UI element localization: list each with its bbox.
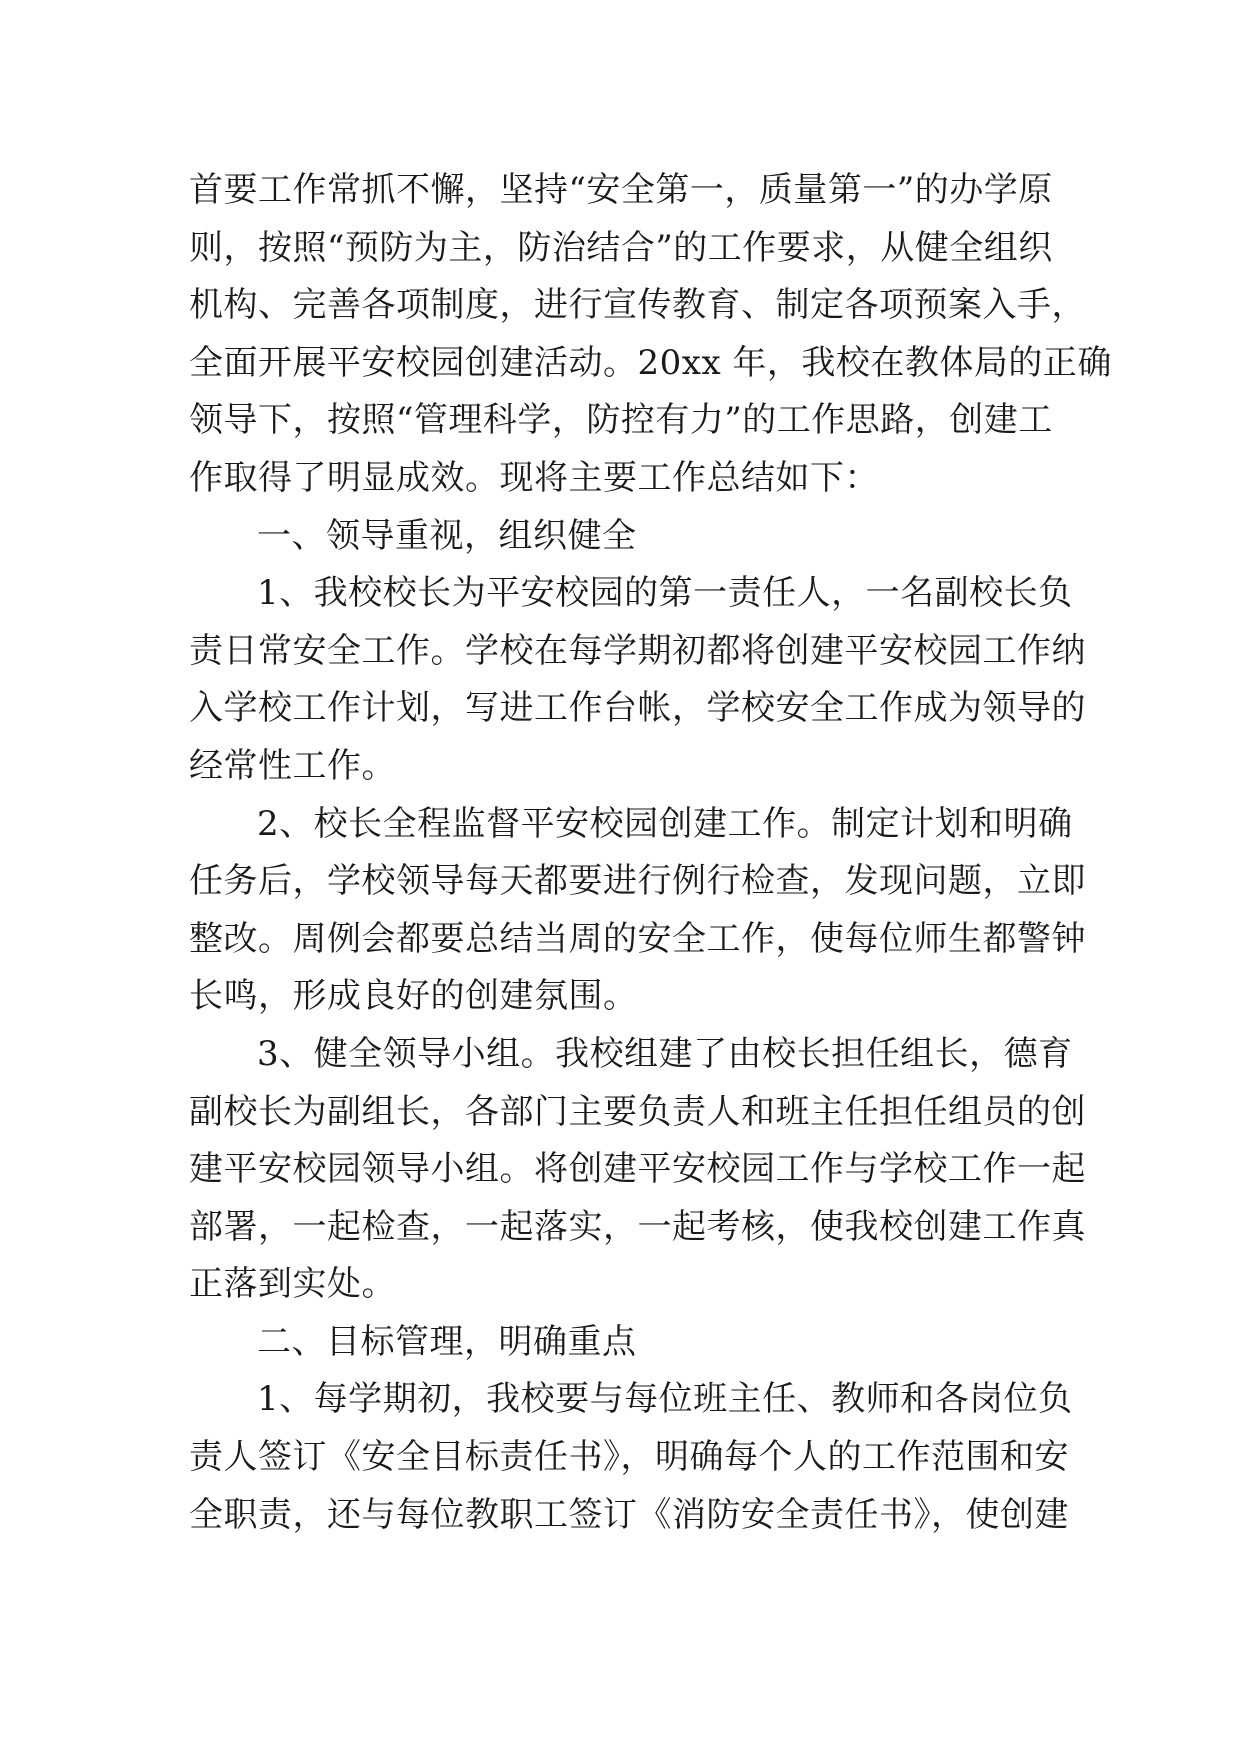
- body-line: 机构、完善各项制度，进行宣传教育、制定各项预案入手，: [189, 285, 1086, 326]
- document-body: [189, 162, 1112, 1544]
- body-line: 1、每学期初，我校要与每位班主任、教师和各岗位负: [257, 1379, 1073, 1420]
- body-line: 副校长为副组长，各部门主要负责人和班主任担任组员的创: [189, 1091, 1086, 1132]
- body-line: 经常性工作。: [189, 745, 396, 786]
- body-line: 长鸣，形成良好的创建氛围。: [189, 976, 638, 1017]
- body-line: 全面开展平安校园创建活动。20xx 年，我校在教体局的正确: [189, 342, 1112, 383]
- body-line: 全职责，还与每位教职工签订《消防安全责任书》，使创建: [189, 1494, 1069, 1535]
- body-line: 任务后，学校领导每天都要进行例行检查，发现问题，立即: [189, 861, 1086, 902]
- body-line: 3、健全领导小组。我校组建了由校长担任组长，德育: [257, 1033, 1073, 1074]
- body-line: 1、我校校长为平安校园的第一责任人，一名副校长负: [257, 573, 1073, 614]
- body-line: 领导下，按照“管理科学，防控有力”的工作思路，创建工: [189, 400, 1053, 441]
- body-line: 建平安校园领导小组。将创建平安校园工作与学校工作一起: [189, 1149, 1086, 1190]
- body-line: 责人签订《安全目标责任书》，明确每个人的工作范围和安: [189, 1437, 1069, 1478]
- body-line: 部署，一起检查，一起落实，一起考核，使我校创建工作真: [189, 1206, 1086, 1247]
- body-line: 整改。周例会都要总结当周的安全工作，使每位师生都警钟: [189, 918, 1086, 959]
- body-line: 入学校工作计划，写进工作台帐，学校安全工作成为领导的: [189, 688, 1086, 729]
- body-line: 正落到实处。: [189, 1264, 396, 1305]
- body-line: 则，按照“预防为主，防治结合”的工作要求，从健全组织: [189, 227, 1053, 268]
- body-line: 作取得了明显成效。现将主要工作总结如下：: [189, 457, 879, 498]
- body-line: 首要工作常抓不懈，坚持“安全第一，质量第一”的办学原: [189, 170, 1053, 210]
- body-line: 2、校长全程监督平安校园创建工作。制定计划和明确: [257, 803, 1073, 844]
- section-heading: 一、领导重视，组织健全: [257, 515, 637, 556]
- body-line: 责日常安全工作。学校在每学期初都将创建平安校园工作纳: [189, 630, 1086, 671]
- section-heading: 二、目标管理，明确重点: [257, 1321, 637, 1362]
